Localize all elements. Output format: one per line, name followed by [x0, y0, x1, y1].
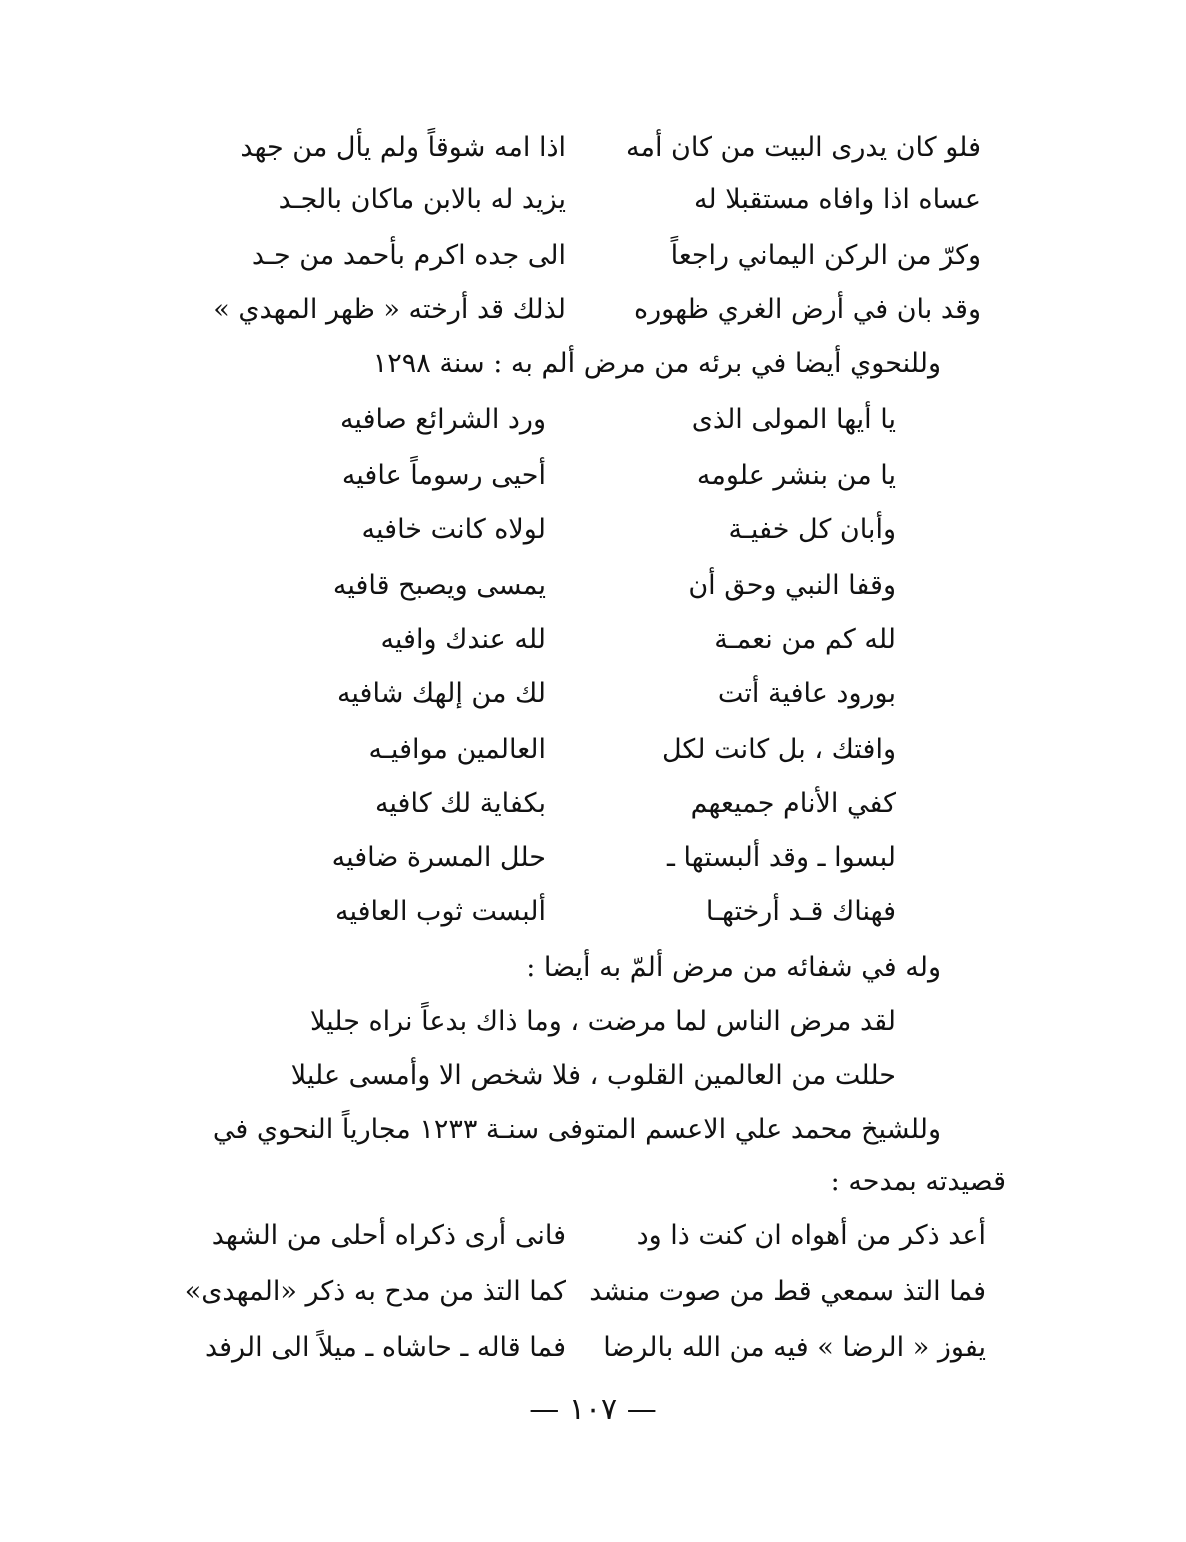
verse-second-hemistich: لله عندك وافيه [380, 624, 546, 655]
verse-first-hemistich: عساه اذا وافاه مستقبلا له [693, 184, 981, 215]
verse-first-hemistich: بورود عافية أتت [717, 678, 896, 709]
verse-first-hemistich: وقفا النبي وحق أن [688, 570, 896, 601]
verse-second-hemistich: لولاه كانت خافيه [361, 514, 546, 545]
verse-first-hemistich: لبسوا ـ وقد ألبستها ـ [667, 842, 896, 873]
verse-second-hemistich: اذا امه شوقاً ولم يأل من جهد [240, 132, 566, 163]
verse-first-hemistich: لله كم من نعمـة [714, 624, 896, 655]
verse-first-hemistich: كفي الأنام جميعهم [690, 788, 896, 819]
verse-second-hemistich: ورد الشرائع صافيه [339, 404, 546, 435]
verse-second-hemistich: ألبست ثوب العافيه [334, 896, 546, 927]
verse-first-hemistich: وافتك ، بل كانت لكل [661, 734, 896, 765]
section-intro: وللنحوي أيضا في برئه من مرض ألم به : سنة ١٢٩٨ [372, 348, 941, 379]
verse-first-hemistich: أعد ذكر من أهواه ان كنت ذا ود [636, 1220, 986, 1251]
verse-first-hemistich: وأبان كل خفيـة [728, 514, 896, 545]
verse-second-hemistich: أحيى رسوماً عافيه [341, 460, 546, 491]
section-intro: وله في شفائه من مرض ألمّ به أيضا : [526, 952, 941, 983]
verse-first-hemistich: يا أيها المولى الذى [691, 404, 896, 435]
verse-line: حللت من العالمين القلوب ، فلا شخص الا وأمسى عليلا [290, 1060, 896, 1091]
verse-first-hemistich: فلو كان يدرى البيت من كان أمه [626, 132, 981, 163]
verse-first-hemistich: فما التذ سمعي قط من صوت منشد [589, 1276, 986, 1307]
verse-second-hemistich: فما قاله ـ حاشاه ـ ميلاً الى الرفد [204, 1332, 566, 1363]
verse-first-hemistich: فهناك قـد أرختهـا [705, 896, 896, 927]
verse-second-hemistich: الى جده اكرم بأحمد من جـد [251, 240, 566, 271]
section-intro-continued: قصيدته بمدحه : [830, 1166, 1006, 1197]
verse-first-hemistich: يفوز « الرضا » فيه من الله بالرضا [603, 1332, 986, 1363]
verse-second-hemistich: لك من إلهك شافيه [336, 678, 546, 709]
verse-second-hemistich: بكفاية لك كافيه [374, 788, 546, 819]
verse-second-hemistich: فانى أرى ذكراه أحلى من الشهد [211, 1220, 566, 1251]
verse-second-hemistich: يزيد له بالابن ماكان بالجـد [278, 184, 566, 215]
verse-second-hemistich: حلل المسرة ضافيه [331, 842, 546, 873]
verse-second-hemistich: يمسى ويصبح قافيه [332, 570, 546, 601]
verse-line: لقد مرض الناس لما مرضت ، وما ذاك بدعاً نراه جليلا [310, 1006, 896, 1037]
verse-second-hemistich: لذلك قد أرخته « ظهر المهدي » [213, 294, 566, 325]
page-number: — ١٠٧ — [529, 1392, 657, 1427]
verse-first-hemistich: وكرّ من الركن اليماني راجعاً [670, 240, 981, 271]
section-intro: وللشيخ محمد علي الاعسم المتوفى سنـة ١٢٣٣ مجارياً النحوي في [212, 1114, 941, 1145]
verse-second-hemistich: كما التذ من مدح به ذكر «المهدى» [184, 1276, 566, 1307]
verse-first-hemistich: يا من بنشر علومه [696, 460, 896, 491]
verse-second-hemistich: العالمين موافيـه [368, 734, 546, 765]
verse-first-hemistich: وقد بان في أرض الغري ظهوره [633, 294, 981, 325]
